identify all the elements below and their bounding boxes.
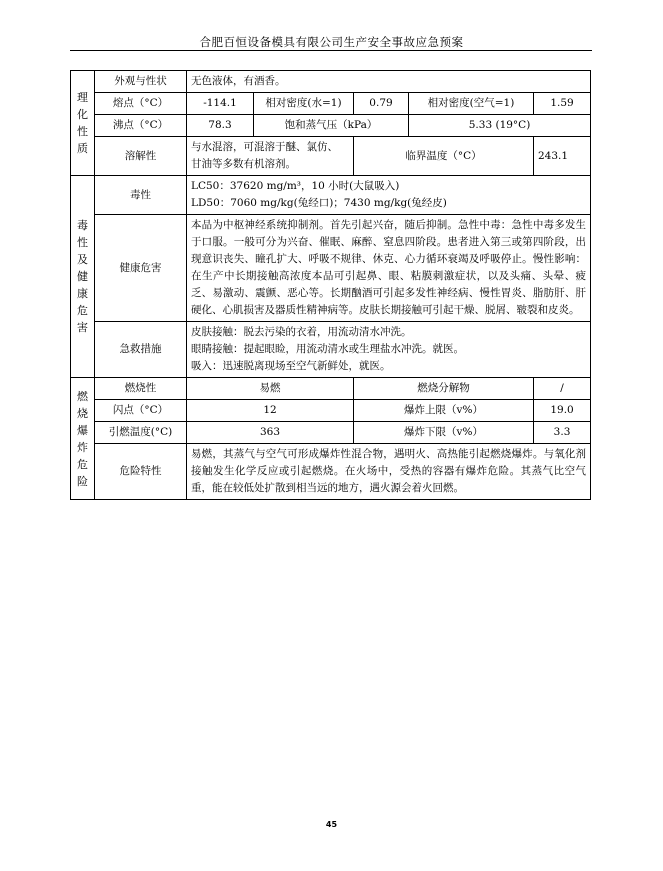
section-title-chars	[71, 388, 94, 490]
label-health-hazard: 健康危害	[95, 215, 187, 322]
value-relative-density-water: 0.79	[354, 93, 409, 115]
text-line: 与水混溶，可混溶于醚、氯仿、	[191, 141, 338, 153]
label-relative-density-water: 相对密度(水=1)	[254, 93, 354, 115]
header-rule	[70, 50, 592, 51]
value-flash-point: 12	[187, 400, 354, 422]
value-appearance: 无色液体，有酒香。	[187, 71, 591, 93]
title-char: 烧	[77, 406, 88, 420]
label-explosion-lower-limit: 爆炸下限（v%）	[354, 422, 534, 444]
label-melting-point: 熔点（°C）	[95, 93, 187, 115]
value-combustibility: 易燃	[187, 378, 354, 400]
label-combustibility: 燃烧性	[95, 378, 187, 400]
label-appearance: 外观与性状	[95, 71, 187, 93]
table-row	[71, 378, 591, 400]
section-title-fire-explosion	[71, 378, 95, 500]
value-health-hazard: 本品为中枢神经系统抑制剂。首先引起兴奋，随后抑制。急性中毒：急性中毒多发生于口服。一般可分为兴奋、催眠、麻醉、窒息四阶段。患者进入第三或第四阶段，出现意识丧失、瞳孔扩大、呼吸不规律、休克、心力循环衰竭及呼吸停止。慢性影响：在生产中长期接触高浓度本品可引起鼻、眼、粘膜刺激症状，以及头痛、头晕、疲乏、易激动、震颤、恶心等。长期酗酒可引起多发性神经病、慢性胃炎、脂肪肝、肝硬化、心肌损害及器质性精神病等。皮肤长期接触可引起干燥、脱屑、皲裂和皮炎。	[187, 215, 591, 322]
title-char: 害	[77, 321, 88, 334]
value-ignition-temperature: 363	[187, 422, 354, 444]
title-char: 质	[77, 142, 88, 155]
value-hazard-characteristics: 易燃，其蒸气与空气可形成爆炸性混合物，遇明火、高热能引起燃烧爆炸。与氧化剂接触发生化学反应或引起燃烧。在火场中，受热的容器有爆炸危险。其蒸气比空气重，能在较低处扩散到相当远的地方，遇火源会着火回燃。	[187, 444, 591, 500]
label-flash-point: 闪点（°C）	[95, 400, 187, 422]
chemical-properties-table	[70, 70, 591, 500]
table-row	[71, 400, 591, 422]
title-char: 性	[77, 236, 88, 249]
title-char: 健	[77, 270, 88, 283]
section-title-toxicity-health	[71, 176, 95, 378]
value-boiling-point: 78.3	[187, 115, 254, 137]
value-relative-density-air: 1.59	[534, 93, 591, 115]
table-row	[71, 115, 591, 137]
page-number: 45	[325, 820, 338, 829]
table-row	[71, 215, 591, 322]
value-toxicity	[187, 176, 591, 215]
label-relative-density-air: 相对密度(空气=1)	[409, 93, 534, 115]
title-char: 及	[77, 253, 88, 266]
text-line: 甘油等多数有机溶剂。	[191, 158, 296, 170]
document-header-title: 合肥百恒设备模具有限公司生产安全事故应急预案	[199, 35, 464, 49]
title-char: 炸	[77, 440, 88, 454]
title-char: 危	[77, 304, 88, 317]
title-char: 危	[77, 457, 88, 471]
label-first-aid: 急救措施	[95, 322, 187, 378]
title-char: 康	[77, 287, 88, 300]
title-char: 性	[77, 125, 88, 138]
section-title-chars	[71, 89, 94, 157]
title-char: 毒	[77, 219, 88, 232]
text-line: 眼睛接触：提起眼睑，用流动清水或生理盐水冲洗。就医。	[191, 343, 464, 355]
table-row	[71, 93, 591, 115]
label-boiling-point: 沸点（°C）	[95, 115, 187, 137]
section-title-physicochemical	[71, 71, 95, 176]
text-line: LC50：37620 mg/m³，10 小时(大鼠吸入)	[191, 180, 400, 192]
label-toxicity: 毒性	[95, 176, 187, 215]
value-first-aid	[187, 322, 591, 378]
title-char: 燃	[77, 389, 88, 403]
value-critical-temperature: 243.1	[534, 137, 591, 176]
text-line: LD50：7060 mg/kg(兔经口)；7430 mg/kg(兔经皮)	[191, 197, 447, 209]
table-row	[71, 422, 591, 444]
value-vapor-pressure: 5.33 (19°C)	[409, 115, 591, 137]
label-explosion-upper-limit: 爆炸上限（v%）	[354, 400, 534, 422]
text-line: 皮肤接触：脱去污染的衣着，用流动清水冲洗。	[191, 326, 412, 338]
title-char: 理	[77, 91, 88, 104]
value-melting-point: -114.1	[187, 93, 254, 115]
table-row	[71, 176, 591, 215]
title-char: 险	[77, 474, 88, 488]
label-vapor-pressure: 饱和蒸气压（kPa）	[254, 115, 409, 137]
table-row	[71, 71, 591, 93]
label-ignition-temperature: 引燃温度(°C)	[95, 422, 187, 444]
value-combustion-products: /	[534, 378, 591, 400]
value-solubility	[187, 137, 354, 176]
title-char: 化	[77, 108, 88, 121]
label-critical-temperature: 临界温度（°C）	[354, 137, 534, 176]
title-char: 爆	[77, 423, 88, 437]
table-row	[71, 137, 591, 176]
text-line: 吸入：迅速脱离现场至空气新鲜处，就医。	[191, 360, 391, 372]
value-explosion-upper-limit: 19.0	[534, 400, 591, 422]
label-combustion-products: 燃烧分解物	[354, 378, 534, 400]
section-title-chars	[71, 217, 94, 336]
table-row	[71, 444, 591, 500]
table-row	[71, 322, 591, 378]
value-explosion-lower-limit: 3.3	[534, 422, 591, 444]
label-hazard-characteristics: 危险特性	[95, 444, 187, 500]
label-solubility: 溶解性	[95, 137, 187, 176]
